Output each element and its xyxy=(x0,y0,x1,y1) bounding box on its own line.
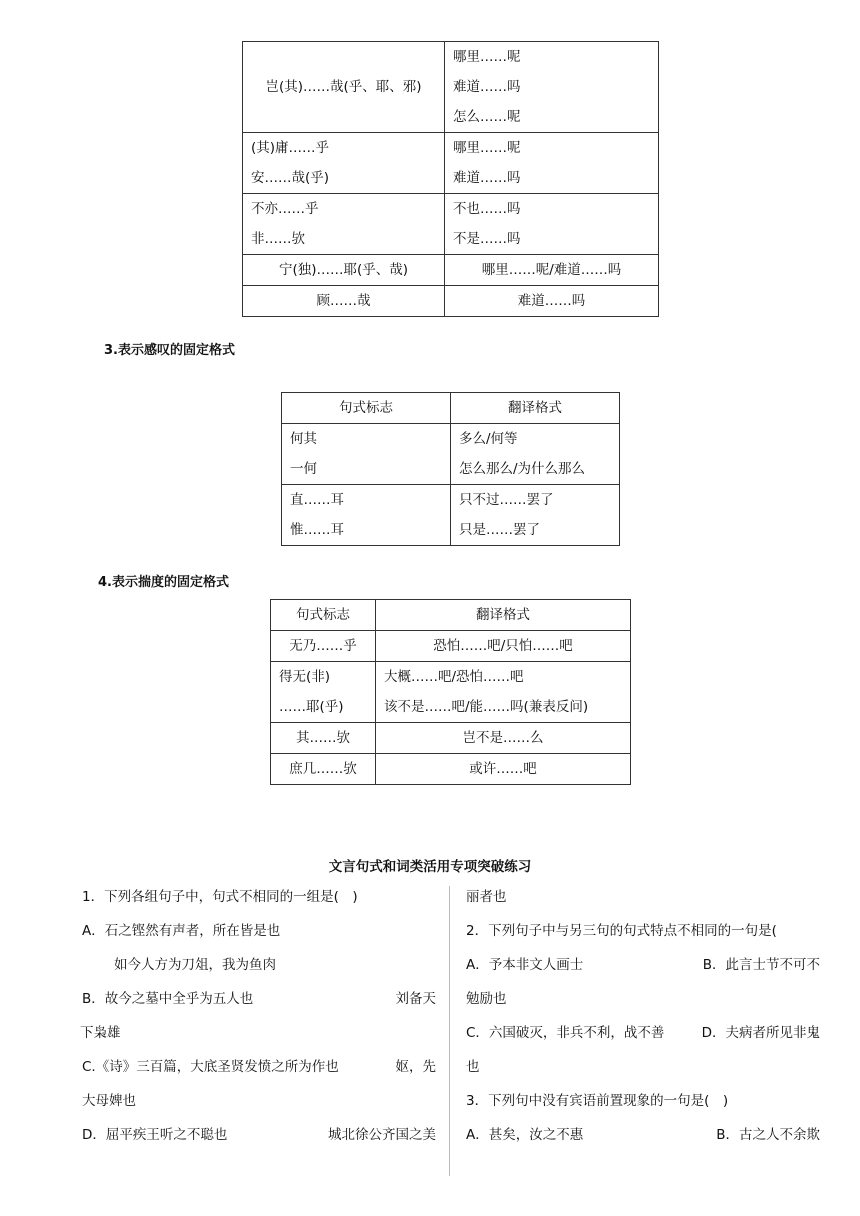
table-header-row xyxy=(282,393,620,424)
translation-cell: 只不过……罢了 只是……罢了 xyxy=(451,485,620,546)
exclamation-patterns-table xyxy=(281,392,620,546)
translation-cell: 哪里……呢 难道……吗 xyxy=(445,133,659,194)
table-row xyxy=(243,194,659,255)
option-line: B．故今之墓中全乎为五人也 刘备天 xyxy=(82,991,436,1007)
table-row xyxy=(271,723,631,754)
option-line: C.《诗》三百篇，大底圣贤发愤之所为作也 妪，先 xyxy=(82,1059,436,1075)
column-header: 翻译格式 xyxy=(376,600,631,631)
option-line: 大母婢也 xyxy=(82,1093,136,1109)
option-line: A．甚矣，汝之不惠 B．古之人不余欺 xyxy=(466,1127,820,1143)
table-row xyxy=(282,485,620,546)
option-line: 勉励也 xyxy=(466,991,507,1007)
table-row xyxy=(271,631,631,662)
translation-cell: 难道……吗 xyxy=(445,286,659,317)
translation-cell: 哪里……呢/难道……吗 xyxy=(445,255,659,286)
pattern-cell: 无乃……乎 xyxy=(271,631,376,662)
option-line: 丽者也 xyxy=(466,889,507,905)
table-row xyxy=(243,255,659,286)
pattern-cell: 不亦……乎 非……欤 xyxy=(243,194,445,255)
column-header: 句式标志 xyxy=(282,393,451,424)
option-line: 如今人方为刀俎，我为鱼肉 xyxy=(114,957,276,973)
translation-cell: 多么/何等 怎么那么/为什么那么 xyxy=(451,424,620,485)
question-line: 3．下列句中没有宾语前置现象的一句是( ) xyxy=(466,1093,729,1109)
question-line: 2．下列句子中与另三句的句式特点不相同的一句是( xyxy=(466,923,777,939)
speculation-patterns-table xyxy=(270,599,631,785)
option-line: D．屈平疾王听之不聪也 城北徐公齐国之美 xyxy=(82,1127,436,1143)
table-header-row xyxy=(271,600,631,631)
table-row xyxy=(282,424,620,485)
pattern-cell: 得无(非) ……耶(乎) xyxy=(271,662,376,723)
table-row xyxy=(271,662,631,723)
option-line: 也 xyxy=(466,1059,480,1075)
translation-cell: 大概……吧/恐怕……吧 该不是……吧/能……吗(兼表反问) xyxy=(376,662,631,723)
option-line: 下枭雄 xyxy=(80,1025,121,1041)
option-line: A．予本非文人画士 B．此言士节不可不 xyxy=(466,957,820,973)
pattern-cell: 直……耳 惟……耳 xyxy=(282,485,451,546)
column-header: 句式标志 xyxy=(271,600,376,631)
interrogative-patterns-table xyxy=(242,41,659,317)
translation-cell: 不也……吗 不是……吗 xyxy=(445,194,659,255)
section-heading: 3.表示感叹的固定格式 xyxy=(104,343,235,358)
exercise-title: 文言句式和词类活用专项突破练习 xyxy=(328,859,532,875)
translation-cell: 或许……吧 xyxy=(376,754,631,785)
pattern-cell: 庶几……欤 xyxy=(271,754,376,785)
table-row xyxy=(271,754,631,785)
table-row xyxy=(243,286,659,317)
exercise-right-column xyxy=(466,885,820,1157)
column-header: 翻译格式 xyxy=(451,393,620,424)
table-row xyxy=(243,133,659,194)
pattern-cell: 宁(独)……耶(乎、哉) xyxy=(243,255,445,286)
exercise-left-column xyxy=(82,885,436,1157)
pattern-cell: 岂(其)……哉(乎、耶、邪) xyxy=(243,42,445,133)
option-line: C．六国破灭，非兵不利，战不善 D．夫病者所见非鬼 xyxy=(466,1025,820,1041)
pattern-cell: 其……欤 xyxy=(271,723,376,754)
pattern-cell: (其)庸……乎 安……哉(乎) xyxy=(243,133,445,194)
pattern-cell: 顾……哉 xyxy=(243,286,445,317)
question-line: 1．下列各组句子中，句式不相同的一组是( ) xyxy=(82,889,358,905)
table-row xyxy=(243,42,659,133)
translation-cell: 哪里……呢 难道……吗 怎么……呢 xyxy=(445,42,659,133)
column-divider xyxy=(449,886,450,1176)
pattern-cell: 何其 一何 xyxy=(282,424,451,485)
translation-cell: 恐怕……吧/只怕……吧 xyxy=(376,631,631,662)
section-heading: 4.表示揣度的固定格式 xyxy=(98,575,229,590)
option-line: A．石之铿然有声者，所在皆是也 xyxy=(82,923,281,939)
translation-cell: 岂不是……么 xyxy=(376,723,631,754)
